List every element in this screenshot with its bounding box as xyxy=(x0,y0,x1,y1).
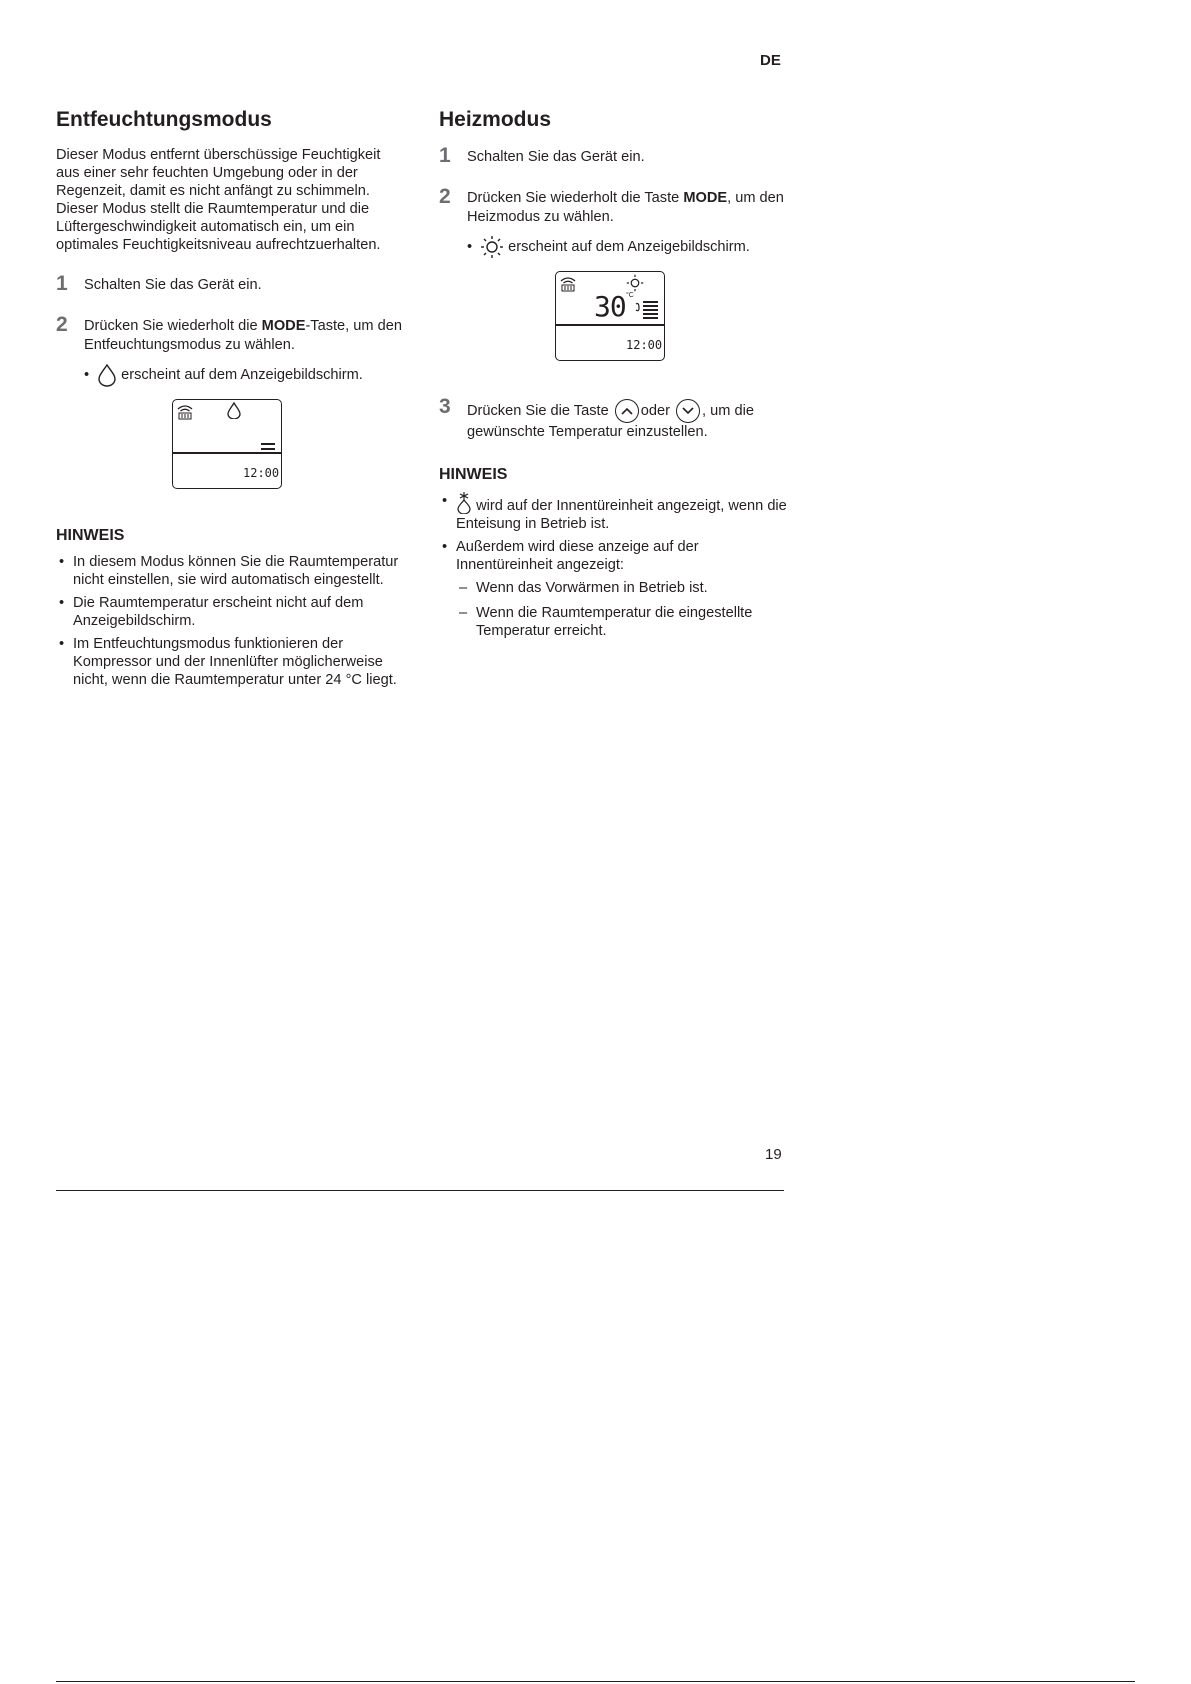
lcd-time: 12:00 xyxy=(626,338,663,352)
step-number: 3 xyxy=(439,395,451,418)
section-title: Entfeuchtungsmodus xyxy=(56,108,272,131)
step-text-pre: Drücken Sie wiederholt die Taste xyxy=(467,190,684,206)
fan-speed-icon xyxy=(634,300,660,320)
step-text-post: , um den Heizmodus zu wählen. xyxy=(467,190,784,225)
note-text: wird auf der Innentüreinheit angezeigt, wenn die Enteisung in Betrieb ist. xyxy=(456,498,787,532)
dehumidify-section xyxy=(56,108,406,694)
bullet-text: erscheint auf dem Anzeigebildschirm. xyxy=(508,238,750,255)
step-text-post: , um die gewünschte Temperatur einzustellen. xyxy=(467,402,754,440)
note-item xyxy=(439,538,789,640)
lcd-display-dry xyxy=(172,399,282,489)
step-2 xyxy=(439,185,789,227)
wifi-icon xyxy=(559,275,577,292)
language-label: DE xyxy=(760,52,781,69)
lcd-unit: °C xyxy=(626,292,634,299)
step-number: 1 xyxy=(439,144,451,167)
step-3 xyxy=(439,395,789,442)
note-item: • Die Raumtemperatur erscheint nicht auf dem Anzeigebildschirm. xyxy=(56,594,406,630)
note-item: • Im Entfeuchtungsmodus funktionieren der Kompressor und der Innenlüfter möglicherweise nicht, wenn die Raumtemperatur unter 24 °C liegt. xyxy=(56,635,406,689)
lcd-divider xyxy=(173,452,281,454)
mode-key-label: MODE xyxy=(261,318,306,334)
step-text-mid: oder xyxy=(640,402,670,419)
mode-key-label: MODE xyxy=(683,190,728,206)
sun-icon xyxy=(480,235,504,259)
dash-item: – Wenn die Raumtemperatur die eingestellte Temperatur erreicht. xyxy=(456,604,789,640)
divider-line xyxy=(56,1681,1135,1682)
section-title: Heizmodus xyxy=(439,108,552,131)
step-1 xyxy=(439,144,789,167)
lcd-divider xyxy=(556,324,664,326)
step-number: 2 xyxy=(56,313,68,336)
note-title: HINWEIS xyxy=(56,527,125,544)
note-list xyxy=(56,553,406,689)
lcd-temperature: 30 xyxy=(594,290,626,323)
step-text-post: -Taste, um den Entfeuchtungsmodus zu wählen. xyxy=(84,318,402,353)
lcd-display-heat xyxy=(555,271,665,361)
sun-icon xyxy=(626,274,644,292)
step-number: 1 xyxy=(56,272,68,295)
divider-line xyxy=(56,1190,784,1191)
lcd-time: 12:00 xyxy=(243,466,280,480)
step-number: 2 xyxy=(439,185,451,208)
step-text: Schalten Sie das Gerät ein. xyxy=(84,277,262,293)
fan-speed-icon xyxy=(261,443,275,451)
page-number: 19 xyxy=(765,1146,782,1163)
dash-list xyxy=(456,579,789,640)
heating-section xyxy=(439,108,789,647)
display-bullet: • erscheint auf dem Anzeigebildschirm. xyxy=(439,235,789,259)
note-list xyxy=(439,492,789,640)
down-button-icon xyxy=(676,399,700,423)
step-1 xyxy=(56,272,406,295)
up-button-icon xyxy=(615,399,639,423)
note-title: HINWEIS xyxy=(439,466,508,483)
note-text: Außerdem wird diese anzeige auf der Innentüreinheit angezeigt: xyxy=(456,539,699,573)
wifi-icon xyxy=(176,403,194,420)
dash-item: – Wenn das Vorwärmen in Betrieb ist. xyxy=(456,579,789,597)
note-item xyxy=(439,492,789,533)
intro-paragraph: Dieser Modus entfernt überschüssige Feuchtigkeit aus einer sehr feuchten Umgebung oder in der Regenzeit, damit es nicht anfängt zu schimmeln. Dieser Modus stellt die Raumtemperatur und die Lüftergeschwindigkeit automatisch ein, um ein optimales Feuchtigkeitsniveau aufrechtzuerhalten. xyxy=(56,147,381,253)
step-2 xyxy=(56,313,406,355)
step-text-pre: Drücken Sie die Taste xyxy=(467,402,609,419)
droplet-icon xyxy=(97,363,117,387)
droplet-icon xyxy=(227,402,241,419)
step-text: Schalten Sie das Gerät ein. xyxy=(467,149,645,165)
note-item: • In diesem Modus können Sie die Raumtemperatur nicht einstellen, sie wird automatisch eingestellt. xyxy=(56,553,406,589)
step-text-pre: Drücken Sie wiederholt die xyxy=(84,318,262,334)
bullet-text: erscheint auf dem Anzeigebildschirm. xyxy=(121,366,363,383)
display-bullet: • erscheint auf dem Anzeigebildschirm. xyxy=(56,363,406,387)
defrost-icon xyxy=(456,492,472,514)
